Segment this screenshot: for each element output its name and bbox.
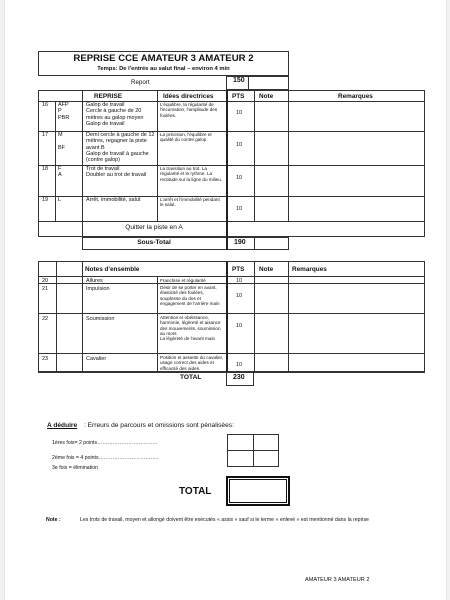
report-label: Report	[131, 79, 150, 86]
figure-pts: 10	[236, 175, 243, 181]
note-pts: 10	[236, 293, 243, 299]
figure-letters: M BF	[58, 132, 66, 151]
col-idees: Idées directrices	[163, 93, 214, 100]
col-remarques: Remarques	[338, 93, 373, 100]
final-total-label: TOTAL	[179, 486, 212, 497]
figure-text: Arrêt, immobilité, salut	[86, 197, 141, 203]
col-pts: PTS	[232, 93, 245, 100]
figure-text: Galop de travail Cercle à gauche de 20 mètres au galop moyen Galop de travail	[86, 102, 144, 127]
figure-letters: AFP P PBR	[58, 102, 70, 121]
page-subtitle: Temps: De l'entrée au salut final – environ 4 min	[97, 66, 230, 72]
subtotal-value: 190	[234, 239, 246, 246]
figure-idea: L'arrêt et l'immobilité pendant le salut.	[160, 197, 220, 208]
figure-number: 17	[42, 132, 49, 138]
col-notes-pts: PTS	[232, 266, 245, 273]
deduction-label: A déduire	[47, 422, 78, 429]
figure-idea: La transition au trot. La régularité et le rythme. La rectitude sur la ligne du milieu.	[160, 166, 223, 182]
note-name: Impulsion	[86, 286, 110, 292]
total-value: 230	[233, 374, 245, 381]
figure-idea: L'équilibre, la régularité de l'incurvation, l'amplitude des foulées.	[160, 102, 218, 118]
note-idea: Franchise et régularité	[160, 278, 206, 283]
note-name: Soumission	[86, 316, 115, 322]
note-pts: 10	[236, 278, 243, 284]
figure-pts: 10	[236, 142, 243, 148]
note-idea: Attention et obéissance, harmonie, légèreté et aisance des mouvements, soumission au mors La légèreté de l'avant main	[160, 315, 221, 342]
deduction-line: 1ères fois= 2 points……………………………..	[52, 440, 158, 446]
figure-number: 16	[42, 102, 49, 108]
figure-text: Demi cercle à gauche de 12 mètres, regagner la piste avant B Galop de travail à gauche (contre galop)	[86, 132, 155, 164]
figure-text: Trot de travail Doubler au trot de travail	[86, 166, 147, 179]
figure-letters: F A	[58, 166, 62, 179]
figure-pts: 10	[236, 206, 243, 212]
page-footer: AMATEUR 3 AMATEUR 2	[305, 577, 370, 583]
figure-idea: La précision, l'équilibre et qualité du contre galop	[160, 132, 212, 143]
col-notes-note: Note	[259, 266, 274, 273]
total-label: TOTAL	[180, 374, 202, 381]
figure-letters: L	[58, 197, 62, 203]
note-pts: 10	[236, 362, 243, 368]
col-notes-remarques: Remarques	[292, 266, 327, 273]
figure-number: 19	[42, 197, 49, 203]
note-number: 23	[42, 356, 49, 362]
col-reprise: REPRISE	[94, 93, 123, 100]
note-number: 20	[42, 278, 49, 284]
subtotal-label: Sous-Total	[137, 239, 171, 246]
note-pts: 10	[236, 323, 243, 329]
report-value: 150	[233, 77, 245, 84]
figure-pts: 10	[236, 110, 243, 116]
note-name: Cavalier	[86, 356, 107, 362]
note-number: 21	[42, 286, 49, 292]
document-page	[5, 0, 446, 600]
page-title: REPRISE CCE AMATEUR 3 AMATEUR 2	[73, 53, 254, 64]
col-notes: Notes d'ensemble	[85, 266, 140, 273]
note-name: Allures	[86, 278, 103, 284]
note-idea: Désir de se porter en avant, élasticité des foulées, souplesse du dos et engagement de l'arrière main	[160, 285, 220, 306]
final-total-inner	[229, 479, 287, 503]
note-idea: Position et assiette du cavalier, usage correct des aides et efficacité des aides.	[160, 355, 224, 371]
col-note: Note	[259, 93, 274, 100]
quit-text: Quitter la piste en A	[125, 224, 183, 231]
deduction-line: 3e fois = élimination	[52, 465, 98, 471]
deduction-text: : Erreurs de parcours et omissions sont pénalisées:	[84, 422, 234, 429]
deduction-line: 2ème fois = 4 points……………………………..	[52, 455, 159, 461]
footnote-label: Note :	[46, 517, 61, 523]
footnote-text: Les trots de travail, moyen et allongé doivent être exécutés « assis » sauf si le terme « enlevé » est mentionné dans la reprise	[80, 517, 369, 523]
note-number: 22	[42, 316, 49, 322]
figure-number: 18	[42, 166, 49, 172]
